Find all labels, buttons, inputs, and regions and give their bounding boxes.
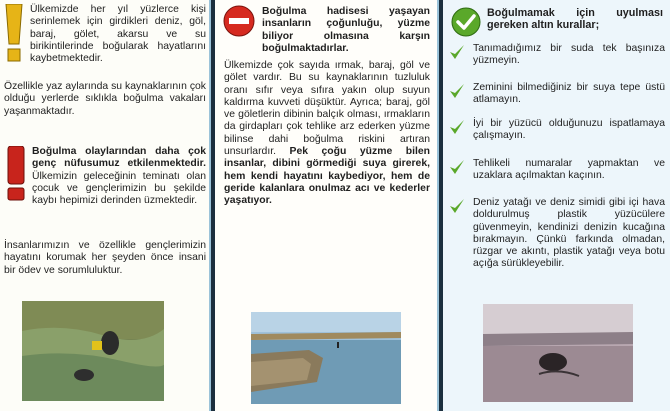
rule-text: İyi bir yüzücü olduğunuzu ispatlamaya çalışmayın. — [473, 118, 665, 142]
panel1-text-2: Özellikle yaz aylarında su kaynaklarının çok olduğu yerlerde sıklıkla boğulma vakaları yaşanmaktadır. — [4, 81, 206, 117]
checkmark-icon — [449, 82, 465, 100]
checkmark-icon — [449, 197, 465, 215]
panel1-text-3-rest: Ülkemizin geleceğinin teminatı olan çocuk ve gençlerimizin bu şekilde kaybı hepimizi derinden üzmektedir. — [32, 170, 206, 207]
lake-photo — [251, 312, 401, 404]
checkmark-icon — [449, 43, 465, 61]
red-bar-icon — [5, 146, 27, 202]
rule-text: Tehlikeli numaralar yapmaktan ve uzaklara açılmaktan kaçının. — [473, 158, 665, 182]
panel2-body — [224, 60, 430, 208]
panel1-bold-intro: Boğulma olaylarından daha çok genç nüfusumuz etkilenmektedir. — [32, 146, 206, 170]
diver-photo — [483, 304, 633, 402]
panel2-heading: Boğulma hadisesi yaşayan insanların çoğunluğu, yüzme biliyor olmasına karşın boğulmaktadırlar. — [262, 6, 430, 54]
panel2-bold-end: Pek çoğu yüzme bilen insanlar, dibini görmediği suya girerek, hem kendi hayatını kaybediyor, hem de geride kalanlara onulmaz acı ve kederler yaşatıyor. — [224, 146, 430, 207]
rule-text: Tanımadığımız bir suda tek başınıza yüzmeyin. — [473, 43, 665, 67]
rule-text: Zeminini bilmediğiniz bir suya tepe üstü atlamayın. — [473, 82, 665, 106]
checkmark-icon — [449, 158, 465, 176]
panel1-text-1: Ülkemizde her yıl yüzlerce kişi serinlemek için girdikleri deniz, göl, baraj, gölet, akarsu ve su birikintilerinde boğularak hayatlarını kaybetmektedir. — [30, 4, 206, 65]
panel-right — [443, 0, 670, 411]
checkmark-icon — [449, 118, 465, 136]
panel3-heading: Boğulmamak için uyulması gereken altın kurallar; — [487, 7, 663, 32]
exclamation-icon — [4, 4, 24, 62]
checkmark-icon — [451, 7, 481, 37]
panel1-text-3 — [32, 146, 206, 207]
panel-middle — [215, 0, 439, 411]
panel-left — [0, 0, 211, 411]
panel1-text-4: İnsanlarımızın ve özellikle gençlerimizin hayatını korumak her şeyden önce insani bir ödev ve sorumluluktur. — [4, 240, 206, 276]
rescue-photo-1 — [22, 301, 164, 401]
rule-text: Deniz yatağı ve deniz simidi gibi içi hava doldurulmuş plastik yüzücülere güvenmeyin, kendinizi denizin kucağına bırakmayın. Çünkü farkında olmadan, rüzgar ve akıntı, plastik yatağı veya botu açığa sürükleyebilir. — [473, 197, 665, 270]
panel2-body-text: Ülkemizde çok sayıda ırmak, baraj, göl ve gölet vardır. Bu su kaynaklarının tuzluluk oranı sıfır veya sıfıra yakın olup suyun kaldırma kuvveti düşüktür. Ayrıca; baraj, göl ve göletlerin dibinin balçık olması, ırmakların da girdapları çok tehlike arz ederken yüzme bilinse dahi boğulma riskini artıran unsurlardır. — [224, 60, 430, 158]
no-entry-icon — [223, 5, 255, 37]
